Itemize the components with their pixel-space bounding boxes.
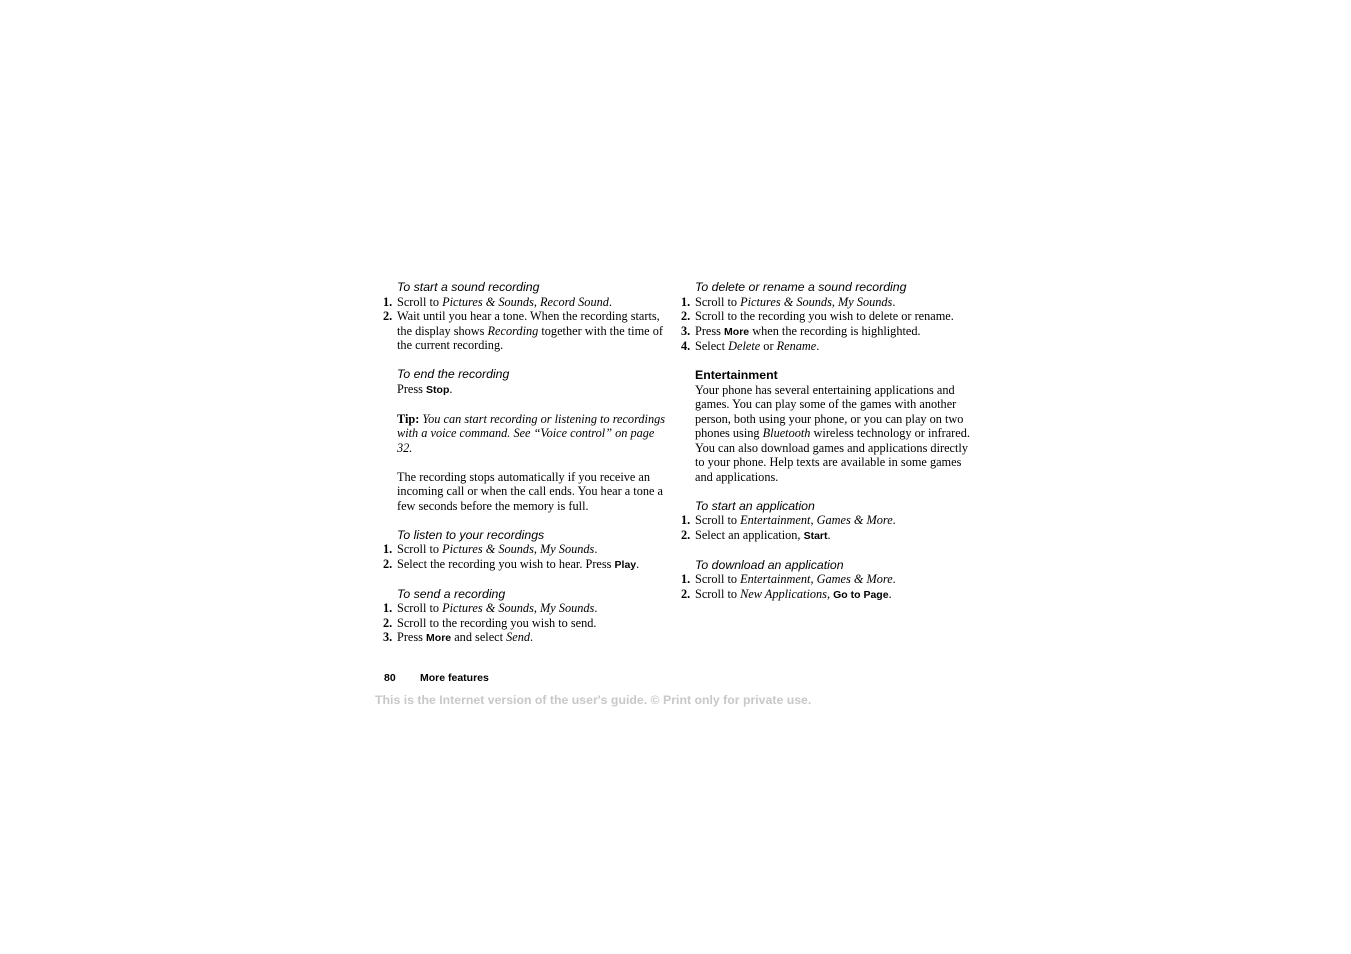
page-footer (384, 671, 489, 685)
watermark-notice: This is the Internet version of the user's guide. © Print only for private use. (375, 693, 812, 707)
auto-stop-paragraph: The recording stops automatically if you receive an incoming call or when the call ends. You hear a tone a few seconds before the memory is full. (397, 469, 664, 513)
list-item: 2. Scroll to the recording you wish to send. (383, 615, 597, 630)
list-item: 1. Scroll to Pictures & Sounds, My Sounds. (681, 294, 896, 309)
section-title: More features (420, 672, 489, 684)
delete-rename-steps (681, 295, 971, 354)
download-application-steps (681, 572, 971, 602)
list-item: 2. Wait until you hear a tone. When the recording starts, the display shows Recording together with the time of the current recording. (383, 309, 663, 352)
start-application-steps (681, 513, 971, 543)
page-number: 80 (384, 672, 396, 684)
listen-recordings-heading: To listen to your recordings (397, 527, 545, 542)
list-item: 2. Scroll to New Applications, Go to Page. (681, 586, 892, 601)
list-item: 1. Scroll to Entertainment, Games & More. (681, 513, 896, 527)
delete-rename-heading: To delete or rename a sound recording (695, 280, 907, 294)
list-item: 2. Select the recording you wish to hear. Press Play. (383, 556, 640, 571)
download-application-heading: To download an application (695, 557, 844, 572)
right-column (681, 280, 971, 602)
start-recording-steps (383, 295, 668, 353)
start-recording-heading: To start a sound recording (397, 280, 540, 294)
list-item: 3. Press More when the recording is highlighted. (681, 323, 921, 338)
left-column (383, 280, 668, 646)
list-item: 1. Scroll to Pictures & Sounds, My Sounds. (383, 601, 598, 615)
tip-note: Tip: You can start recording or listening to recordings with a voice command. See “Voice control” on page 32. (397, 411, 666, 455)
list-item: 1. Scroll to Pictures & Sounds, Record Sound. (383, 294, 612, 309)
list-item: 4. Select Delete or Rename. (681, 339, 820, 353)
start-application-heading: To start an application (695, 498, 815, 513)
listen-steps (383, 542, 668, 572)
send-steps (383, 601, 668, 646)
send-recording-heading: To send a recording (397, 586, 506, 601)
entertainment-heading: Entertainment (695, 368, 778, 382)
list-item: 1. Scroll to Entertainment, Games & More. (681, 572, 896, 586)
entertainment-paragraph: Your phone has several entertaining applications and games. You can play some of the games with another person, both using your phone, or you can play on two phones using Bluetooth wireless technology or infrared. You can also download games and applications directly to your phone. Help texts are available in some games and applications. (695, 382, 970, 484)
list-item: 3. Press More and select Send. (383, 630, 534, 644)
end-recording-text: Press Stop. (397, 381, 453, 396)
list-item: 1. Scroll to Pictures & Sounds, My Sounds. (383, 542, 598, 556)
list-item: 2. Select an application, Start. (681, 527, 831, 542)
end-recording-heading: To end the recording (397, 367, 510, 381)
list-item: 2. Scroll to the recording you wish to delete or rename. (681, 309, 954, 323)
